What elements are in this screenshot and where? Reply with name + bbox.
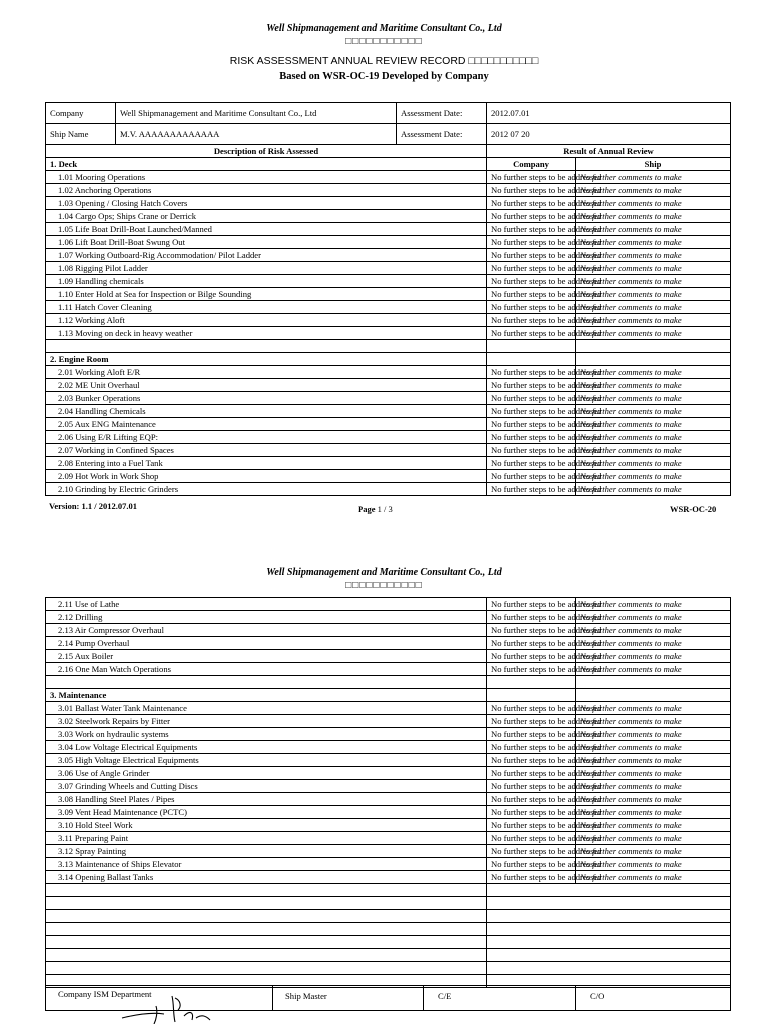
company-result: No further steps to be addressed <box>487 366 576 379</box>
company-result: No further steps to be addressed <box>487 405 576 418</box>
empty-cell <box>46 910 487 923</box>
ship-result: No further comments to make <box>576 314 731 327</box>
co-signature: C/O <box>576 986 731 1011</box>
ship-result: No further comments to make <box>576 793 731 806</box>
blank-row <box>46 676 731 689</box>
ship-result: No further comments to make <box>576 418 731 431</box>
risk-item: 2.10 Grinding by Electric Grinders <box>46 483 487 496</box>
assessment-date-value: 2012.07.01 <box>487 103 731 124</box>
empty-cell <box>576 676 731 689</box>
risk-item: 2.12 Drilling <box>46 611 487 624</box>
ship-result: No further comments to make <box>576 819 731 832</box>
ship-result: No further comments to make <box>576 845 731 858</box>
table-row <box>46 366 731 379</box>
company-result: No further steps to be addressed <box>487 819 576 832</box>
review-table-page-2 <box>45 597 731 988</box>
risk-item: 2.08 Entering into a Fuel Tank <box>46 457 487 470</box>
risk-item: 2.05 Aux ENG Maintenance <box>46 418 487 431</box>
assessment-date-label: Assessment Date: <box>397 103 487 124</box>
ship-result: No further comments to make <box>576 663 731 676</box>
risk-item: 2.02 ME Unit Overhaul <box>46 379 487 392</box>
company-result: No further steps to be addressed <box>487 871 576 884</box>
company-result: No further steps to be addressed <box>487 327 576 340</box>
table-row <box>46 767 731 780</box>
ship-result: No further comments to make <box>576 470 731 483</box>
company-result: No further steps to be addressed <box>487 457 576 470</box>
company-result: No further steps to be addressed <box>487 184 576 197</box>
ship-result: No further comments to make <box>576 379 731 392</box>
empty-cell <box>487 897 731 910</box>
ship-result: No further comments to make <box>576 611 731 624</box>
risk-item: 1.13 Moving on deck in heavy weather <box>46 327 487 340</box>
description-header: Description of Risk Assessed <box>46 145 487 158</box>
table-row <box>46 806 731 819</box>
ship-result: No further comments to make <box>576 366 731 379</box>
company-title: Well Shipmanagement and Maritime Consultant Co., Ltd <box>266 567 502 578</box>
blank-row <box>46 949 731 962</box>
ship-result: No further comments to make <box>576 754 731 767</box>
risk-item: 3.06 Use of Angle Grinder <box>46 767 487 780</box>
risk-item: 2.15 Aux Boiler <box>46 650 487 663</box>
company-result: No further steps to be addressed <box>487 715 576 728</box>
risk-item: 2.16 One Man Watch Operations <box>46 663 487 676</box>
table-row <box>46 819 731 832</box>
empty-cell <box>46 897 487 910</box>
table-row <box>46 314 731 327</box>
table-row <box>46 832 731 845</box>
blank-row <box>46 884 731 897</box>
table-row <box>46 715 731 728</box>
company-result: No further steps to be addressed <box>487 728 576 741</box>
company-result: No further steps to be addressed <box>487 702 576 715</box>
ship-result: No further comments to make <box>576 249 731 262</box>
company-result: No further steps to be addressed <box>487 470 576 483</box>
table-row <box>46 379 731 392</box>
ship-result: No further comments to make <box>576 184 731 197</box>
empty-cell <box>487 676 576 689</box>
ship-result: No further comments to make <box>576 858 731 871</box>
company-result: No further steps to be addressed <box>487 650 576 663</box>
ship-result: No further comments to make <box>576 197 731 210</box>
ship-result: No further comments to make <box>576 741 731 754</box>
company-result: No further steps to be addressed <box>487 197 576 210</box>
empty-cell <box>487 923 731 936</box>
company-label: Company <box>46 103 116 124</box>
company-result: No further steps to be addressed <box>487 262 576 275</box>
company-result: No further steps to be addressed <box>487 444 576 457</box>
risk-item: 3.10 Hold Steel Work <box>46 819 487 832</box>
table-row <box>46 780 731 793</box>
company-result: No further steps to be addressed <box>487 624 576 637</box>
ship-result: No further comments to make <box>576 301 731 314</box>
ship-result: No further comments to make <box>576 444 731 457</box>
table-row <box>46 858 731 871</box>
review-table-page-1 <box>45 102 731 496</box>
company-ism-signature: Company ISM Department <box>46 986 273 1011</box>
ship-result: No further comments to make <box>576 767 731 780</box>
company-result: No further steps to be addressed <box>487 832 576 845</box>
table-row <box>46 702 731 715</box>
section-title: 1. Deck <box>46 158 487 171</box>
ship-name-value: M.V. AAAAAAAAAAAAA <box>116 124 397 145</box>
ship-result: No further comments to make <box>576 483 731 496</box>
company-result: No further steps to be addressed <box>487 483 576 496</box>
risk-item: 2.04 Handling Chemicals <box>46 405 487 418</box>
table-row <box>46 793 731 806</box>
risk-item: 2.09 Hot Work in Work Shop <box>46 470 487 483</box>
blank-row <box>46 897 731 910</box>
company-result: No further steps to be addressed <box>487 301 576 314</box>
ship-result: No further comments to make <box>576 871 731 884</box>
company-result: No further steps to be addressed <box>487 793 576 806</box>
ship-result: No further comments to make <box>576 650 731 663</box>
ship-row <box>46 124 731 145</box>
ship-result: No further comments to make <box>576 431 731 444</box>
table-row <box>46 392 731 405</box>
ce-signature: C/E <box>424 986 576 1011</box>
risk-item: 1.09 Handling chemicals <box>46 275 487 288</box>
ship-result: No further comments to make <box>576 223 731 236</box>
page-number <box>358 504 393 514</box>
risk-item: 1.10 Enter Hold at Sea for Inspection or Bilge Sounding <box>46 288 487 301</box>
table-row <box>46 598 731 611</box>
company-result: No further steps to be addressed <box>487 637 576 650</box>
blank-row <box>46 923 731 936</box>
empty-cell <box>487 340 576 353</box>
subheader-row <box>46 158 731 171</box>
company-result: No further steps to be addressed <box>487 275 576 288</box>
risk-item: 3.13 Maintenance of Ships Elevator <box>46 858 487 871</box>
assessment-date-value: 2012 07 20 <box>487 124 731 145</box>
blank-row <box>46 910 731 923</box>
table-row <box>46 728 731 741</box>
table-row <box>46 210 731 223</box>
ship-result: No further comments to make <box>576 171 731 184</box>
ship-column-header: Ship <box>576 158 731 171</box>
ship-result: No further comments to make <box>576 624 731 637</box>
company-result: No further steps to be addressed <box>487 249 576 262</box>
blank-row <box>46 962 731 975</box>
company-result: No further steps to be addressed <box>487 223 576 236</box>
company-result: No further steps to be addressed <box>487 210 576 223</box>
empty-cell <box>46 936 487 949</box>
ship-master-signature: Ship Master <box>273 986 424 1011</box>
company-result: No further steps to be addressed <box>487 314 576 327</box>
risk-item: 2.07 Working in Confined Spaces <box>46 444 487 457</box>
column-header-row <box>46 145 731 158</box>
section-row <box>46 353 731 366</box>
empty-cell <box>576 353 731 366</box>
company-result: No further steps to be addressed <box>487 858 576 871</box>
table-row <box>46 650 731 663</box>
section-row <box>46 689 731 702</box>
risk-item: 1.12 Working Aloft <box>46 314 487 327</box>
table-row <box>46 845 731 858</box>
risk-item: 3.01 Ballast Water Tank Maintenance <box>46 702 487 715</box>
company-result: No further steps to be addressed <box>487 780 576 793</box>
risk-item: 1.08 Rigging Pilot Ladder <box>46 262 487 275</box>
company-result: No further steps to be addressed <box>487 845 576 858</box>
empty-cell <box>46 923 487 936</box>
risk-item: 2.03 Bunker Operations <box>46 392 487 405</box>
company-result: No further steps to be addressed <box>487 663 576 676</box>
table-row <box>46 871 731 884</box>
table-row <box>46 223 731 236</box>
ship-result: No further comments to make <box>576 806 731 819</box>
table-row <box>46 327 731 340</box>
risk-item: 1.05 Life Boat Drill-Boat Launched/Manned <box>46 223 487 236</box>
ship-result: No further comments to make <box>576 715 731 728</box>
table-row <box>46 431 731 444</box>
empty-cell <box>576 689 731 702</box>
form-title: RISK ASSESSMENT ANNUAL REVIEW RECORD □□□□□□□□□□□ <box>229 55 539 67</box>
risk-item: 1.02 Anchoring Operations <box>46 184 487 197</box>
company-result: No further steps to be addressed <box>487 288 576 301</box>
company-result: No further steps to be addressed <box>487 392 576 405</box>
empty-cell <box>46 676 487 689</box>
company-title-cn: □□□□□□□□□□□ <box>345 36 423 47</box>
assessment-date-label: Assessment Date: <box>397 124 487 145</box>
risk-item: 2.14 Pump Overhaul <box>46 637 487 650</box>
risk-item: 3.03 Work on hydraulic systems <box>46 728 487 741</box>
company-result: No further steps to be addressed <box>487 379 576 392</box>
ship-result: No further comments to make <box>576 598 731 611</box>
empty-cell <box>46 949 487 962</box>
table-row <box>46 301 731 314</box>
empty-cell <box>487 689 576 702</box>
handwritten-signature <box>118 992 218 1024</box>
company-result: No further steps to be addressed <box>487 611 576 624</box>
empty-cell <box>46 340 487 353</box>
risk-item: 1.11 Hatch Cover Cleaning <box>46 301 487 314</box>
empty-cell <box>487 884 731 897</box>
empty-cell <box>487 910 731 923</box>
ship-result: No further comments to make <box>576 405 731 418</box>
empty-cell <box>46 884 487 897</box>
table-row <box>46 405 731 418</box>
ship-result: No further comments to make <box>576 210 731 223</box>
ship-result: No further comments to make <box>576 327 731 340</box>
table-row <box>46 184 731 197</box>
risk-item: 2.11 Use of Lathe <box>46 598 487 611</box>
section-title: 2. Engine Room <box>46 353 487 366</box>
ship-result: No further comments to make <box>576 275 731 288</box>
table-row <box>46 236 731 249</box>
company-result: No further steps to be addressed <box>487 171 576 184</box>
form-subtitle: Based on WSR-OC-19 Developed by Company <box>279 71 489 82</box>
ship-result: No further comments to make <box>576 288 731 301</box>
table-row <box>46 262 731 275</box>
ship-result: No further comments to make <box>576 392 731 405</box>
table-row <box>46 483 731 496</box>
risk-item: 1.01 Mooring Operations <box>46 171 487 184</box>
company-value: Well Shipmanagement and Maritime Consultant Co., Ltd <box>116 103 397 124</box>
company-result: No further steps to be addressed <box>487 236 576 249</box>
table-row <box>46 663 731 676</box>
company-result: No further steps to be addressed <box>487 806 576 819</box>
company-column-header: Company <box>487 158 576 171</box>
risk-item: 3.07 Grinding Wheels and Cutting Discs <box>46 780 487 793</box>
company-result: No further steps to be addressed <box>487 741 576 754</box>
ship-name-label: Ship Name <box>46 124 116 145</box>
version-label: Version: 1.1 / 2012.07.01 <box>49 501 137 511</box>
section-title: 3. Maintenance <box>46 689 487 702</box>
company-result: No further steps to be addressed <box>487 418 576 431</box>
table-row <box>46 754 731 767</box>
empty-cell <box>46 962 487 975</box>
risk-item: 3.09 Vent Head Maintenance (PCTC) <box>46 806 487 819</box>
table-row <box>46 624 731 637</box>
ship-result: No further comments to make <box>576 780 731 793</box>
risk-item: 3.14 Opening Ballast Tanks <box>46 871 487 884</box>
result-header: Result of Annual Review <box>487 145 731 158</box>
company-title: Well Shipmanagement and Maritime Consultant Co., Ltd <box>266 23 502 34</box>
risk-item: 3.04 Low Voltage Electrical Equipments <box>46 741 487 754</box>
empty-cell <box>487 936 731 949</box>
company-result: No further steps to be addressed <box>487 754 576 767</box>
table-row <box>46 741 731 754</box>
empty-cell <box>487 949 731 962</box>
table-row <box>46 470 731 483</box>
risk-item: 2.01 Working Aloft E/R <box>46 366 487 379</box>
empty-cell <box>487 962 731 975</box>
company-title-cn: □□□□□□□□□□□ <box>345 580 423 591</box>
ship-result: No further comments to make <box>576 262 731 275</box>
table-row <box>46 288 731 301</box>
risk-item: 1.07 Working Outboard-Rig Accommodation/ Pilot Ladder <box>46 249 487 262</box>
empty-cell <box>487 353 576 366</box>
risk-item: 3.12 Spray Painting <box>46 845 487 858</box>
blank-row <box>46 340 731 353</box>
table-row <box>46 171 731 184</box>
company-result: No further steps to be addressed <box>487 767 576 780</box>
empty-cell <box>576 340 731 353</box>
risk-item: 3.08 Handling Steel Plates / Pipes <box>46 793 487 806</box>
form-code: WSR-OC-20 <box>670 504 717 514</box>
table-row <box>46 418 731 431</box>
page-label: Page <box>358 504 376 514</box>
risk-item: 3.02 Steelwork Repairs by Fitter <box>46 715 487 728</box>
company-row <box>46 103 731 124</box>
ship-result: No further comments to make <box>576 832 731 845</box>
risk-item: 3.11 Preparing Paint <box>46 832 487 845</box>
table-row <box>46 197 731 210</box>
risk-item: 1.03 Opening / Closing Hatch Covers <box>46 197 487 210</box>
risk-item: 2.13 Air Compressor Overhaul <box>46 624 487 637</box>
risk-item: 2.06 Using E/R Lifting EQP: <box>46 431 487 444</box>
ship-result: No further comments to make <box>576 236 731 249</box>
ship-result: No further comments to make <box>576 702 731 715</box>
risk-item: 1.06 Lift Boat Drill-Boat Swung Out <box>46 236 487 249</box>
ship-result: No further comments to make <box>576 457 731 470</box>
table-row <box>46 249 731 262</box>
table-row <box>46 637 731 650</box>
blank-row <box>46 936 731 949</box>
risk-item: 1.04 Cargo Ops; Ships Crane or Derrick <box>46 210 487 223</box>
page-value: 1 / 3 <box>377 504 393 514</box>
table-row <box>46 275 731 288</box>
company-result: No further steps to be addressed <box>487 598 576 611</box>
company-result: No further steps to be addressed <box>487 431 576 444</box>
ship-result: No further comments to make <box>576 637 731 650</box>
table-row <box>46 444 731 457</box>
ship-result: No further comments to make <box>576 728 731 741</box>
risk-item: 3.05 High Voltage Electrical Equipments <box>46 754 487 767</box>
table-row <box>46 457 731 470</box>
table-row <box>46 611 731 624</box>
